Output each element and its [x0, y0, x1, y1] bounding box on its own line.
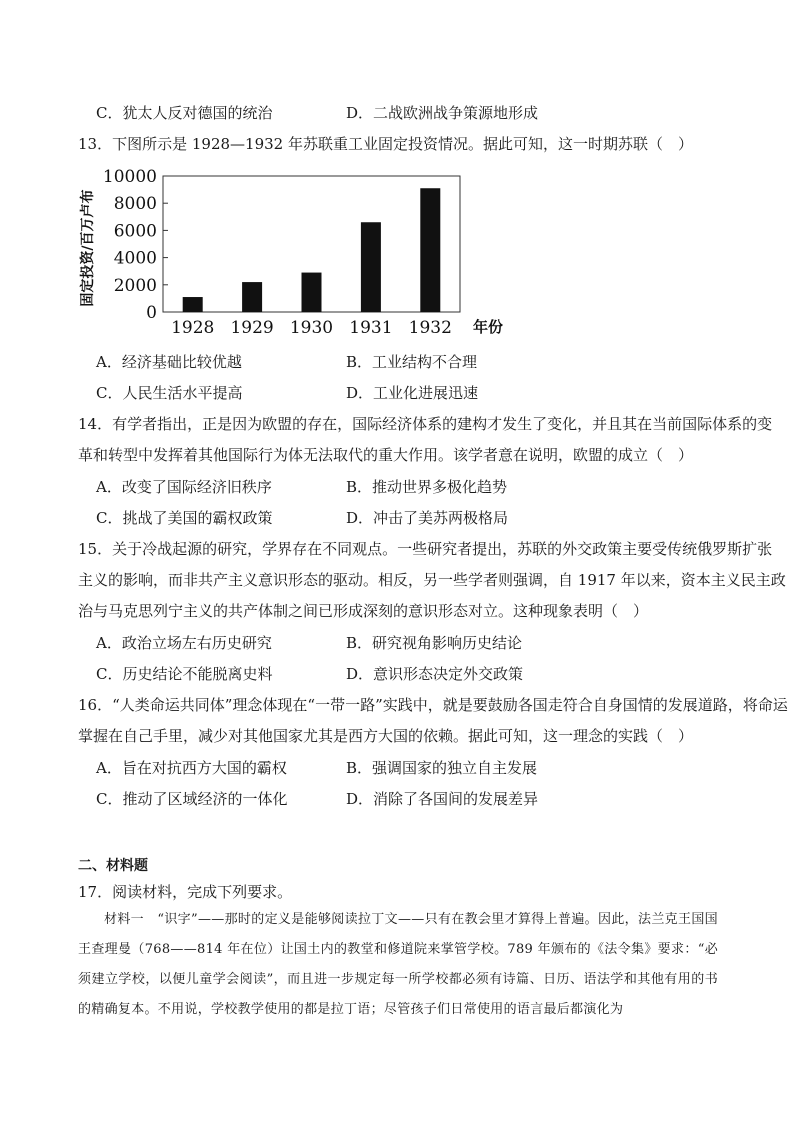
q12-option-c: C．犹太人反对德国的统治 [96, 104, 273, 122]
q14-option-c: C．挑战了美国的霸权政策 [96, 509, 273, 527]
x-tick-label: 1928 [171, 318, 215, 338]
q15-stem-line2: 主义的影响，而非共产主义意识形态的驱动。相反，另一些学者则强调，自 1917 年以来，资本主义民主政 [78, 571, 786, 589]
q12-option-d: D．二战欧洲战争策源地形成 [346, 104, 539, 122]
q16-option-c: C．推动了区域经济的一体化 [96, 790, 288, 808]
bar [302, 273, 322, 312]
bar [361, 222, 381, 312]
q16-option-d: D．消除了各国间的发展差异 [346, 790, 539, 808]
q14-option-b: B．推动世界多极化趋势 [346, 478, 508, 496]
x-tick-label: 1929 [230, 318, 274, 338]
q16-option-a: A．旨在对抗西方大国的霸权 [96, 759, 287, 777]
q15-option-a: A．政治立场左右历史研究 [96, 634, 272, 652]
x-tick-label: 1932 [408, 318, 452, 338]
q13-option-b: B．工业结构不合理 [346, 353, 478, 371]
q14-option-d: D．冲击了美苏两极格局 [346, 509, 509, 527]
bar [183, 297, 203, 312]
y-tick-label: 0 [146, 303, 157, 323]
q15-option-c: C．历史结论不能脱离史料 [96, 665, 273, 683]
y-tick-label: 4000 [113, 248, 157, 269]
q13-option-c: C．人民生活水平提高 [96, 384, 243, 402]
q13-option-d: D．工业化进展迅速 [346, 384, 479, 402]
x-tick-label: 1930 [289, 318, 334, 338]
material-one-block [78, 905, 718, 1025]
q16-option-b: B．强调国家的独立自主发展 [346, 759, 538, 777]
y-axis-label: 固定投资/百万卢布 [80, 189, 96, 307]
q17-stem: 17．阅读材料，完成下列要求。 [78, 883, 293, 901]
q15-stem-line3: 治与马克思列宁主义的共产体制之间已形成深刻的意识形态对立。这种现象表明（ ） [78, 602, 649, 620]
q13-option-a: A．经济基础比较优越 [96, 353, 242, 371]
q13-stem: 13．下图所示是 1928—1932 年苏联重工业固定投资情况。据此可知，这一时期苏联（ ） [78, 135, 693, 153]
section-title: 二、材料题 [78, 858, 148, 874]
y-tick-label: 6000 [113, 221, 157, 242]
q14-option-a: A．改变了国际经济旧秩序 [96, 478, 272, 496]
q16-stem-line1: 16．“人类命运共同体”理念体现在“一带一路”实践中，就是要鼓励各国走符合自身国情的发展道路，将命运 [78, 696, 788, 714]
bar [242, 282, 262, 312]
q16-stem-line2: 掌握在自己手里，减少对其他国家尤其是西方大国的依赖。据此可知，这一理念的实践（ ） [78, 727, 694, 745]
bar [420, 188, 440, 312]
q15-option-b: B．研究视角影响历史结论 [346, 634, 523, 652]
q15-option-d: D．意识形态决定外交政策 [346, 665, 524, 683]
q14-stem-line1: 14．有学者指出，正是因为欧盟的存在，国际经济体系的建构才发生了变化，并且其在当前国际体系的变 [78, 415, 773, 433]
material-one-text: 材料一 “识字”——那时的定义是能够阅读拉丁文——只有在教会里才算得上普遍。因此，法兰克王国国王查理曼（768——814 年在位）让国土内的教堂和修道院来掌管学校。789 年颁布的《法令集》要求：“必须建立学校，以便儿童学会阅读”，而且进一步规定每一所学校都必须有诗篇、日历、语法学和其他有用的书的精确复本。不用说，学校教学使用的都是拉丁语；尽管孩子们日常使用的语言最后都演化为 [78, 912, 718, 1017]
q13-bar-chart [78, 160, 508, 345]
y-tick-label: 8000 [113, 194, 157, 215]
y-tick-label: 10000 [102, 167, 157, 187]
y-tick-label: 2000 [113, 275, 157, 296]
q14-stem-line2: 革和转型中发挥着其他国际行为体无法取代的重大作用。该学者意在说明，欧盟的成立（ ） [78, 446, 694, 464]
x-axis-label: 年份 [472, 318, 504, 336]
x-tick-label: 1931 [349, 318, 393, 338]
q15-stem-line1: 15．关于冷战起源的研究，学界存在不同观点。一些研究者提出，苏联的外交政策主要受传统俄罗斯扩张 [78, 540, 773, 558]
